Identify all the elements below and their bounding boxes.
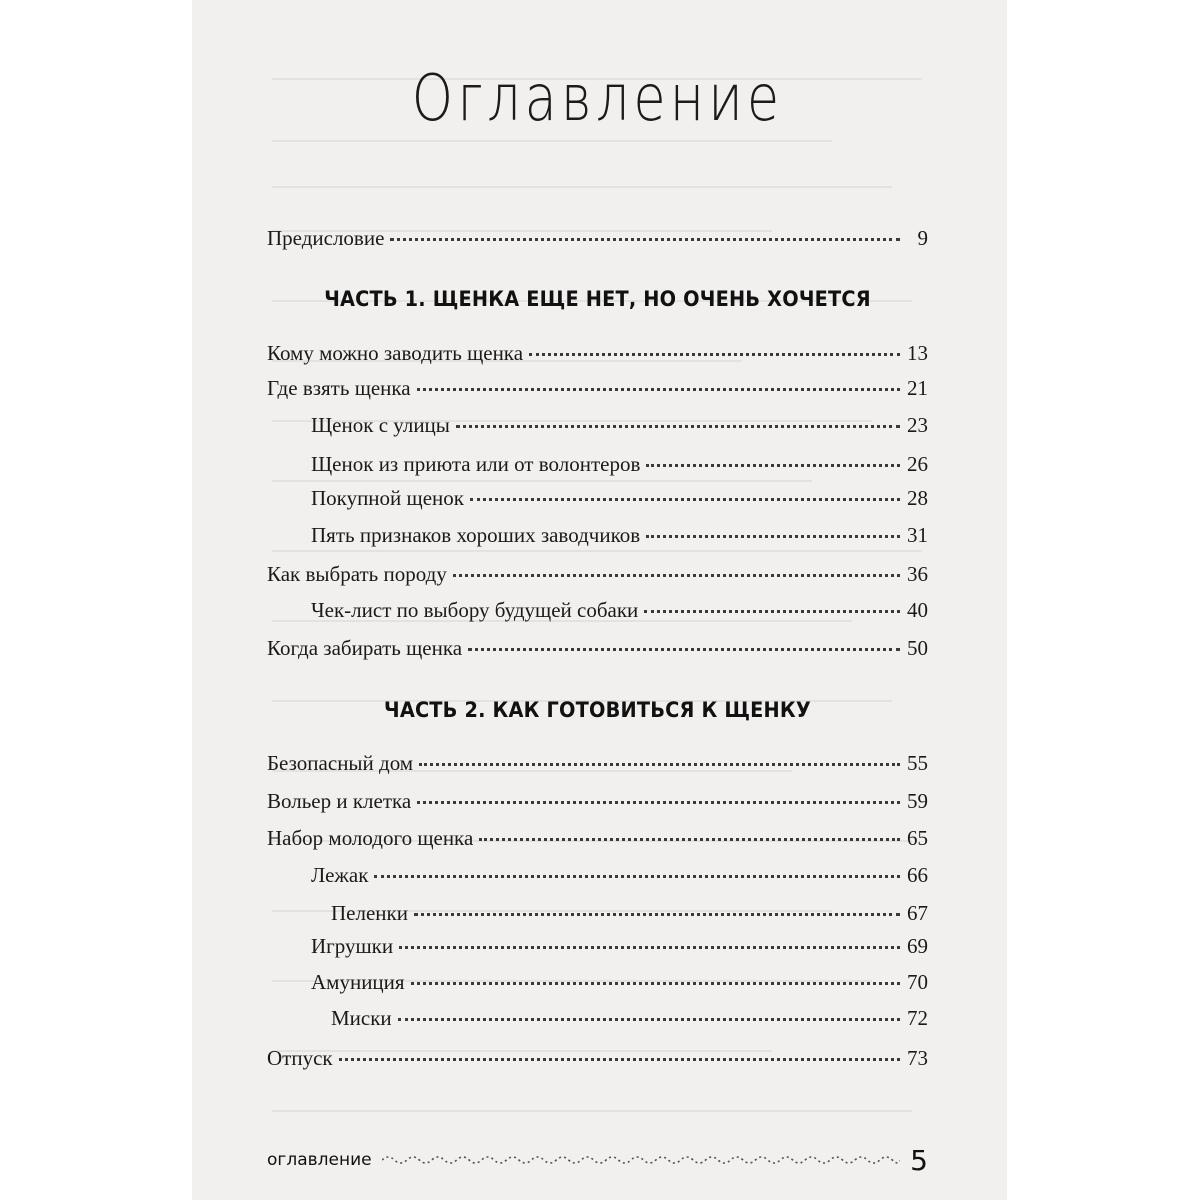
leader-dots (414, 913, 900, 916)
leader-dots (339, 1058, 900, 1061)
toc-subentry[interactable] (267, 598, 928, 628)
toc-subentry[interactable] (267, 452, 928, 482)
page-title: Оглавление (411, 62, 784, 136)
toc-subentry[interactable] (267, 523, 928, 553)
toc-entry-label: Амуниция (311, 970, 405, 994)
toc-entry-page: 69 (907, 934, 928, 958)
running-footer-label: оглавление (267, 1150, 372, 1170)
part-heading: ЧАСТЬ 1. ЩЕНКА ЕЩЕ НЕТ, НО ОЧЕНЬ ХОЧЕТСЯ (324, 287, 871, 311)
toc-entry-page: 50 (907, 636, 928, 660)
toc-entry-page: 70 (907, 970, 928, 994)
toc-subentry[interactable] (267, 901, 928, 931)
toc-entry-page: 13 (907, 341, 928, 365)
toc-entry-page: 55 (907, 751, 928, 775)
part-heading: ЧАСТЬ 2. КАК ГОТОВИТЬСЯ К ЩЕНКУ (384, 698, 811, 722)
toc-subentry[interactable] (267, 970, 928, 1000)
toc-entry[interactable] (267, 789, 928, 819)
page-footer (267, 1140, 928, 1180)
leader-dots (390, 238, 900, 241)
toc-entry[interactable] (267, 751, 928, 781)
toc-entry-page: 66 (907, 863, 928, 887)
leader-dots (398, 1018, 900, 1021)
toc-entry-page: 72 (907, 1006, 928, 1030)
leader-dots (646, 464, 900, 467)
toc-entry-label: Кому можно заводить щенка (267, 341, 524, 365)
toc-entry-label: Лежак (311, 863, 369, 887)
leader-dots (419, 763, 900, 766)
leader-dots (646, 535, 900, 538)
toc-subentry[interactable] (267, 486, 928, 516)
leader-dots (456, 425, 900, 428)
toc-entry-label: Отпуск (267, 1046, 333, 1070)
toc-entry-page: 59 (907, 789, 928, 813)
toc-entry-label: Безопасный дом (267, 751, 414, 775)
toc-entry-label: Щенок с улицы (311, 413, 450, 437)
toc-entry-page: 67 (907, 901, 928, 925)
toc-entry-label: Предисловие (267, 226, 385, 250)
toc-entry[interactable] (267, 226, 928, 256)
leader-dots (479, 838, 900, 841)
table-of-contents (267, 0, 928, 1200)
toc-subentry[interactable] (267, 1006, 928, 1036)
leader-dots (399, 946, 900, 949)
toc-entry-label: Где взять щенка (267, 376, 411, 400)
toc-entry-label: Щенок из приюта или от волонтеров (311, 452, 641, 476)
toc-entry-label: Чек-лист по выбору будущей собаки (311, 598, 639, 622)
toc-entry[interactable] (267, 826, 928, 856)
toc-entry-page: 21 (907, 376, 928, 400)
toc-entry[interactable] (267, 376, 928, 406)
leader-dots (470, 498, 900, 501)
toc-entry-page: 26 (907, 452, 928, 476)
leader-dots (411, 982, 900, 985)
toc-entry-page: 65 (907, 826, 928, 850)
toc-entry-label: Пять признаков хороших заводчиков (311, 523, 641, 547)
leader-dots (374, 875, 900, 878)
page-number: 5 (910, 1143, 928, 1177)
toc-entry-label: Вольер и клетка (267, 789, 412, 813)
book-page (192, 0, 1007, 1200)
leader-dots (468, 648, 900, 651)
toc-entry[interactable] (267, 1046, 928, 1076)
toc-entry-label: Набор молодого щенка (267, 826, 474, 850)
toc-entry-page: 31 (907, 523, 928, 547)
toc-entry-page: 23 (907, 413, 928, 437)
toc-subentry[interactable] (267, 413, 928, 443)
toc-entry-label: Миски (331, 1006, 392, 1030)
leader-dots (453, 574, 900, 577)
toc-subentry[interactable] (267, 934, 928, 964)
toc-entry-page: 73 (907, 1046, 928, 1070)
toc-entry[interactable] (267, 341, 928, 371)
toc-entry[interactable] (267, 636, 928, 666)
toc-entry-page: 36 (907, 562, 928, 586)
toc-entry-page: 9 (917, 226, 928, 250)
toc-entry-label: Когда забирать щенка (267, 636, 463, 660)
toc-entry[interactable] (267, 562, 928, 592)
toc-entry-label: Покупной щенок (311, 486, 464, 510)
leader-dots (417, 388, 900, 391)
toc-subentry[interactable] (267, 863, 928, 893)
toc-entry-label: Игрушки (311, 934, 394, 958)
leader-dots (529, 353, 900, 356)
toc-entry-page: 28 (907, 486, 928, 510)
leader-dots (644, 610, 900, 613)
leader-dots (417, 801, 900, 804)
toc-entry-label: Пеленки (331, 901, 408, 925)
toc-entry-label: Как выбрать породу (267, 562, 447, 586)
toc-entry-page: 40 (907, 598, 928, 622)
wavy-divider-icon (382, 1153, 901, 1167)
